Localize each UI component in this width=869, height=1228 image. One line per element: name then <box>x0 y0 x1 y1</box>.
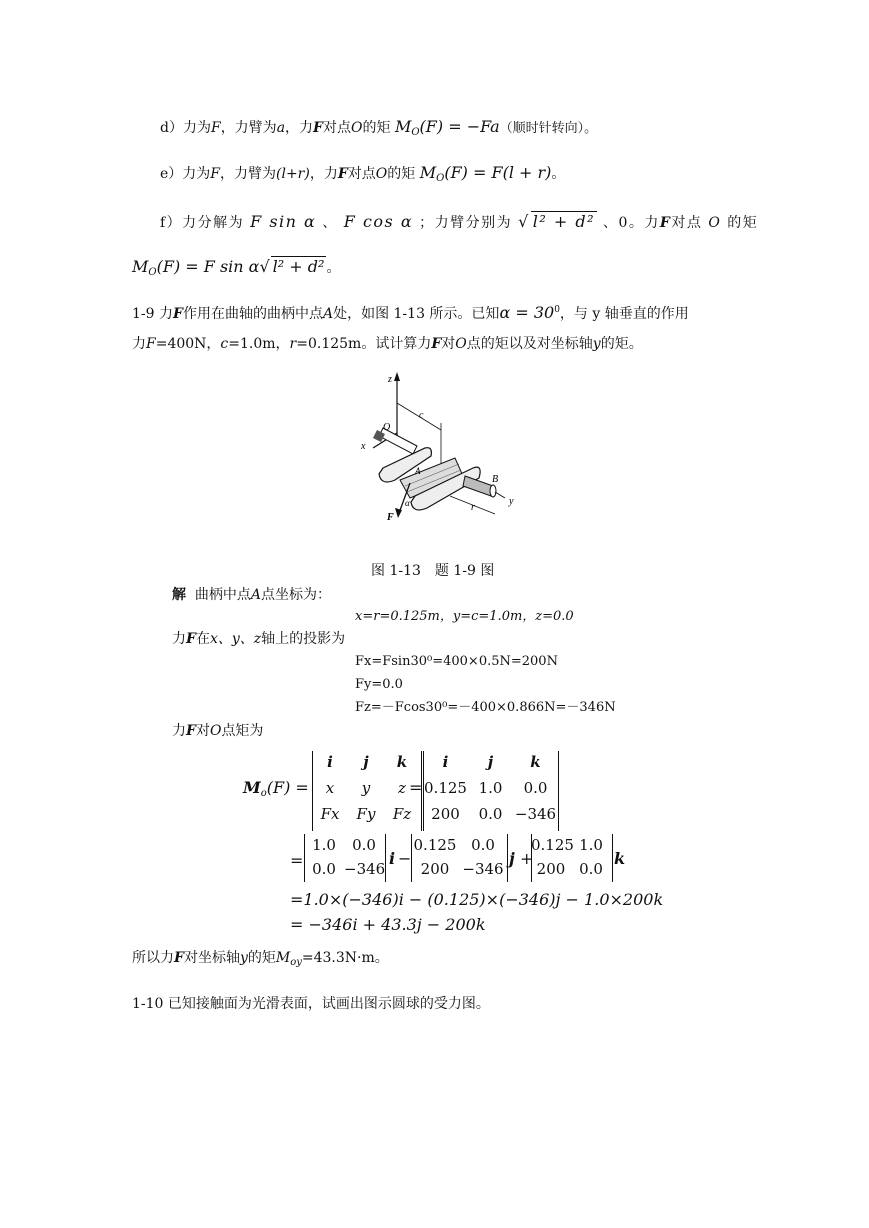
matrix-cell: −346 <box>462 860 504 878</box>
text: 在 <box>195 631 210 647</box>
var-F-bold: F <box>174 950 184 966</box>
matrix-cell: 1.0 <box>478 779 503 797</box>
text: 曲柄中点 <box>194 587 251 603</box>
var-y: y <box>592 336 601 352</box>
matrix-cell: 0.0 <box>471 836 495 854</box>
formula-radicand: l² + d² <box>272 257 325 276</box>
text: 的矩 <box>362 120 391 136</box>
M-symbol: M <box>243 778 261 797</box>
label-c: c <box>419 410 424 421</box>
matrix-cell: 200 <box>420 860 450 878</box>
text: 对点 <box>323 120 351 136</box>
matrix-cell: 0.0 <box>478 805 503 823</box>
component-sin: F sin α <box>250 212 317 231</box>
formula-sub: O <box>436 173 445 184</box>
text: f）力分解为 <box>160 215 245 231</box>
label-r: r <box>471 502 475 513</box>
solution-label: 解 <box>172 587 186 603</box>
result-line: = −346i + 43.3j − 200k <box>290 915 486 934</box>
text: ，力臂为 <box>220 120 277 136</box>
unit-j: j <box>509 849 515 868</box>
equals-sign: = <box>409 778 423 797</box>
text: 点矩为 <box>221 723 264 739</box>
formula-M: M <box>419 163 437 182</box>
label-x: x <box>361 441 366 452</box>
var-c: c <box>220 336 229 352</box>
text: 1-9 力 <box>132 306 173 322</box>
var-F-bold: F <box>431 336 442 352</box>
text: 对点 <box>347 166 376 182</box>
Mo-rest: (F) = <box>266 778 309 797</box>
var-A: A <box>250 587 262 603</box>
text: 、0。力 <box>602 215 660 231</box>
alpha-value: α = 30 <box>499 303 555 322</box>
formula-rest: (F) = F(l + r) <box>444 163 552 182</box>
var-F: F <box>146 336 156 352</box>
label-y: y <box>509 496 514 507</box>
text: =43.3N·m。 <box>301 950 389 966</box>
figure-caption: 图 1-13 题 1-9 图 <box>371 563 495 579</box>
problem-1-10: 1-10 已知接触面为光滑表面，试画出图示圆球的受力图。 <box>132 996 490 1012</box>
proj-Fx: Fx=Fsin30⁰=400×0.5N=200N <box>355 654 558 669</box>
var-F-bold: F <box>173 306 183 322</box>
unit-i: i <box>389 849 396 868</box>
matrix-cell: Fz <box>392 805 412 823</box>
conclusion-line <box>132 948 389 973</box>
matrix-cell: 0.125 <box>424 779 467 797</box>
text: 。 <box>326 260 341 276</box>
formula-rest: (F) = −Fa <box>419 117 500 136</box>
projection-intro <box>172 629 345 649</box>
text: =400N， <box>155 336 221 352</box>
text: 力 <box>132 336 146 352</box>
item-f-formula: $M_O(F) = F$ sin α√ l² + d² 。 <box>132 257 341 278</box>
shaft-end-B <box>490 485 496 497</box>
matrix-cell: −346 <box>344 860 386 878</box>
expansion-line: =1.0×(−346)i − (0.125)×(−346)j − 1.0×200k <box>290 890 664 909</box>
text: 。 <box>551 166 566 182</box>
matrix-cell: 0.0 <box>579 860 603 878</box>
var-arm: (l+r) <box>276 166 310 182</box>
axes: x、y、z <box>209 631 262 647</box>
text: =1.0m， <box>228 336 290 352</box>
var-F-bold: F <box>337 166 348 182</box>
problem-1-9-line1 <box>132 300 689 324</box>
matrix-cell: 200 <box>431 805 460 823</box>
formula-M: M <box>394 117 412 136</box>
var-F-bold: F <box>659 215 672 231</box>
plus-sign: + <box>520 849 534 868</box>
text: 的矩 <box>727 215 759 231</box>
matrix-cell: y <box>361 779 371 797</box>
minors-equals: = <box>290 851 304 870</box>
matrix-cell: 0.0 <box>312 860 336 878</box>
var-O: O <box>351 120 363 136</box>
z-axis-arrow <box>394 372 400 381</box>
var-a: a <box>276 120 286 136</box>
coords-line: x=r=0.125m，y=c=1.0m，z=0.0 <box>355 609 574 624</box>
text: 点坐标为： <box>261 587 332 603</box>
matrix-cell: Fx <box>320 805 340 823</box>
text: 的矩。 <box>600 336 643 352</box>
matrix-cell: 200 <box>536 860 566 878</box>
text: 对点 <box>671 215 703 231</box>
M-sub: o <box>260 788 267 799</box>
text: ；力臂分别为 <box>419 215 513 231</box>
crankshaft-figure <box>355 368 525 528</box>
text: 所以力 <box>132 950 174 966</box>
label-B: B <box>492 474 499 485</box>
formula-sub: O <box>148 267 157 278</box>
matrix-cell: 0.125 <box>413 836 457 854</box>
var-O: O <box>708 215 722 231</box>
text: 对 <box>441 336 456 352</box>
component-cos: F cos α <box>343 212 414 231</box>
matrix-cell: i <box>327 753 333 771</box>
problem-1-9-line2 <box>132 334 643 354</box>
text: 的矩 <box>387 166 416 182</box>
text: （顺时针转向）。 <box>499 121 598 136</box>
text: 、 <box>322 215 338 231</box>
text: ，与 y 轴垂直的作用 <box>559 306 689 322</box>
y-axis <box>495 492 505 498</box>
var-O: O <box>209 723 222 739</box>
matrix-cell: j <box>363 753 369 771</box>
var-F-bold: F <box>186 631 196 647</box>
var-F: F <box>210 166 221 182</box>
matrix-cell: 1.0 <box>579 836 603 854</box>
matrix-cell: 1.0 <box>312 836 336 854</box>
text: 轴上的投影为 <box>261 631 346 647</box>
label-A: A <box>415 466 421 476</box>
matrix-cell: −346 <box>514 805 557 823</box>
text: 处，如图 1-13 所示。已知 <box>333 306 500 322</box>
matrix-cell: Fy <box>356 805 376 823</box>
M-sub: oy <box>290 957 302 968</box>
text: 对 <box>195 723 210 739</box>
formula-rest: (F) = F sin α <box>156 257 260 276</box>
text: 作用在曲轴的曲柄中点 <box>182 306 323 322</box>
arm-radicand: l² + d² <box>532 212 596 231</box>
matrix-cell: 0.125 <box>531 836 574 854</box>
matrix-cell: 0.0 <box>352 836 376 854</box>
minus-sign: − <box>398 849 412 868</box>
label-O: O <box>383 422 391 433</box>
solution-head-line <box>172 585 331 605</box>
matrix-cell: x <box>325 779 335 797</box>
item-e-line <box>160 163 565 189</box>
matrix-cell: k <box>396 753 408 771</box>
moment-intro <box>172 721 263 741</box>
proj-Fy: Fy=0.0 <box>355 677 403 692</box>
label-F: F <box>387 512 394 523</box>
text: ，力臂为 <box>220 166 277 182</box>
matrix-cell: k <box>530 753 541 771</box>
text: =0.125m。试计算力 <box>296 336 432 352</box>
var-F: F <box>210 120 221 136</box>
formula-M: M <box>132 257 149 276</box>
matrix-cell: i <box>442 753 449 771</box>
text: e）力为 <box>160 166 211 182</box>
var-r: r <box>289 336 297 352</box>
text: 点的矩以及对坐标轴 <box>466 336 593 352</box>
var-O: O <box>375 166 388 182</box>
matrix-cell: z <box>398 779 406 797</box>
alpha-sup: 0 <box>554 305 560 315</box>
item-f-line: f）力分解为 F sin α 、 F cos α ；力臂分别为 √ l² + d² 、0。力F对点 O 的矩 <box>160 212 759 231</box>
var-A: A <box>322 306 334 322</box>
text: ，力 <box>309 166 338 182</box>
unit-k: k <box>614 849 626 868</box>
text: 对坐标轴 <box>183 950 240 966</box>
label-z: z <box>388 374 392 385</box>
text: 力 <box>172 723 186 739</box>
var-F-bold: F <box>313 120 323 136</box>
text: 力 <box>172 631 186 647</box>
matrix-cell: 0.0 <box>523 779 548 797</box>
var-M: M <box>275 950 291 966</box>
proj-Fz: Fz=－Fcos30⁰=－400×0.866N=－346N <box>355 700 616 715</box>
item-d-line <box>160 117 597 143</box>
text: d）力为 <box>160 120 211 136</box>
var-F-bold: F <box>186 723 196 739</box>
matrix-cell: j <box>487 753 494 771</box>
label-alpha: α <box>405 498 410 508</box>
formula-sub: O <box>411 127 420 138</box>
var-O: O <box>455 336 467 352</box>
var-y: y <box>239 950 248 966</box>
text: ，力 <box>285 120 314 136</box>
Mo-label <box>243 778 309 799</box>
text: 的矩 <box>247 950 276 966</box>
